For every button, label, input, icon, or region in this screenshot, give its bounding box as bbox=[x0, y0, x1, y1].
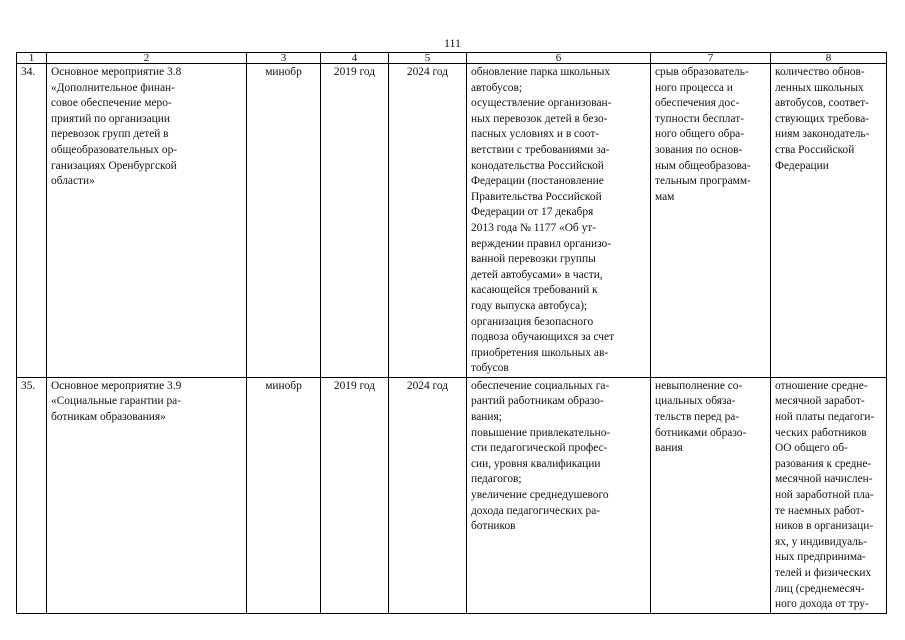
non-fulfillment-risk: невыполнение со- циальных обяза- тельств перед ра- ботниками образо- вания bbox=[651, 377, 771, 613]
column-number: 5 bbox=[389, 53, 467, 64]
non-fulfillment-risk: срыв образователь- ного процесса и обеспечения дос- тупности бесплат- ного общего обра- зования по основ- ным общеобразова- тельным программ- мам bbox=[651, 64, 771, 378]
event-name: Основное мероприятие 3.8 «Дополнительное финан- совое обеспечение меро- приятий по организации перевозок групп детей в общеобразовательных ор- ганизациях Оренбургской области» bbox=[47, 64, 247, 378]
column-number: 2 bbox=[47, 53, 247, 64]
column-number: 3 bbox=[247, 53, 321, 64]
row-number: 35. bbox=[17, 377, 47, 613]
row-number: 34. bbox=[17, 64, 47, 378]
measures-table bbox=[16, 52, 887, 614]
column-number: 8 bbox=[771, 53, 887, 64]
column-number: 4 bbox=[321, 53, 389, 64]
end-year: 2024 год bbox=[389, 64, 467, 378]
indicator: отношение средне- месячной заработ- ной платы педагоги- ческих работников ОО общего об- разования к средне- месячной начислен- ной заработной пла- те наемных работ- ников в организаци- ях, у индивидуаль- ных предпринима- телей и физических лиц (среднемесяч- ного дохода от тру- bbox=[771, 377, 887, 613]
executor: минобр bbox=[247, 377, 321, 613]
indicator: количество обнов- ленных школьных автобусов, соответ- ствующих требова- ниям законодатель- ства Российской Федерации bbox=[771, 64, 887, 378]
start-year: 2019 год bbox=[321, 377, 389, 613]
column-number: 6 bbox=[467, 53, 651, 64]
executor: минобр bbox=[247, 64, 321, 378]
page-number: 111 bbox=[443, 36, 462, 50]
expected-result: обеспечение социальных га- рантий работникам образо- вания; повышение привлекательно- сти педагогической профес- сии, уровня квалификации педагогов; увеличение среднедушевого дохода педагогических ра- ботников bbox=[467, 377, 651, 613]
expected-result: обновление парка школьных автобусов; осуществление организован- ных перевозок детей в безо- пасных условиях и в соот- ветствии с требованиями за- конодательства Российской Федерации (постановление Правительства Российской Федерации от 17 декабря 2013 года № 1177 «Об ут- верждении правил организо- ванной перевозки группы детей автобусами» в части, касающейся требований к году выпуска автобуса); организация безопасного подвоза обучающихся за счет приобретения школьных ав- тобусов bbox=[467, 64, 651, 378]
column-number: 7 bbox=[651, 53, 771, 64]
start-year: 2019 год bbox=[321, 64, 389, 378]
column-number-row bbox=[17, 53, 887, 64]
table-row bbox=[17, 377, 887, 613]
end-year: 2024 год bbox=[389, 377, 467, 613]
table-row bbox=[17, 64, 887, 378]
column-number: 1 bbox=[17, 53, 47, 64]
event-name: Основное мероприятие 3.9 «Социальные гарантии ра- ботникам образования» bbox=[47, 377, 247, 613]
